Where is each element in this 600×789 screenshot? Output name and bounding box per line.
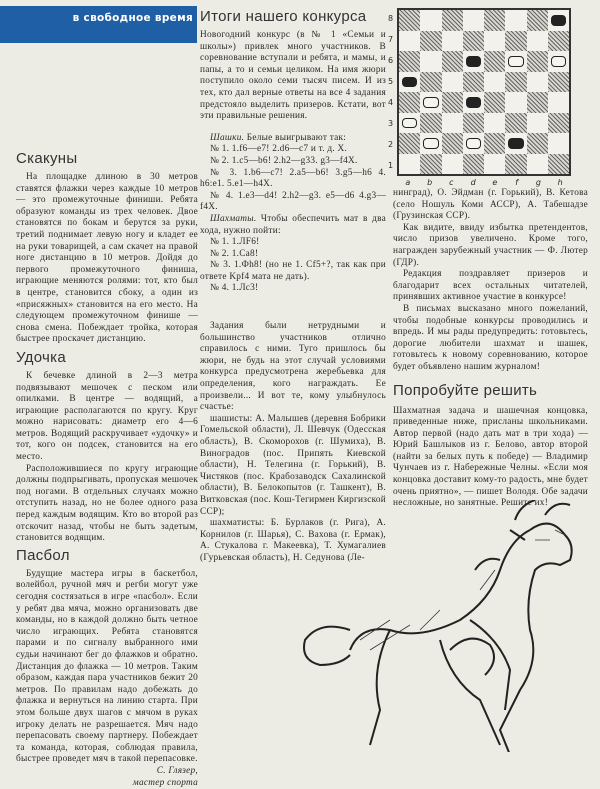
white-checker-piece [551, 56, 566, 67]
board-square-g4 [527, 92, 548, 113]
board-square-e8 [484, 10, 505, 31]
column-contest-continued [393, 188, 588, 510]
article-text: Редакция поздравляет призеров и благодарит всех остальных читателей, принявших активное участие в конкурсе! [393, 269, 588, 304]
heading-udochka: Удочка [16, 349, 198, 367]
rank-label: 8 [388, 8, 396, 29]
board-square-f2 [505, 133, 526, 154]
board-square-a6 [399, 51, 420, 72]
board-square-d2 [463, 133, 484, 154]
board-square-b7 [420, 31, 441, 52]
winners-checkers: шашисты: А. Малышев (деревня Бобрики Гомельской области), Л. Шевчук (Одесская область), В. Скоморохов (г. Шумиха), В. Виноградов (пос. Припять Киевской области), Н. Телегина (г. Горький), В. Чистяков (пос. Крабозаводск Сахалинской области), В. Белокопытов (г. Ташкент), В. Витковская (пос. Кош-Тегирмен Киргизской ССР); [200, 414, 386, 518]
white-checker-piece [508, 56, 523, 67]
article-text: Расположившиеся по кругу играющие должны подпрыгивать, пропуская мешочек под ногами. В отдельных случаях можно отступить назад, но не более одного раза перед каждым водящим. Кто во второй раз отскочит назад, чтобы не быть задетым, становится водящим. [16, 464, 198, 545]
article-text: Будущие мастера игры в баскетбол, волейбол, ручной мяч и регби могут уже сегодня состязаться в игре «пасбол». Если у ребят два мяча, можно организовать две команды, но в каждой должно быть четное число играющих. Ребята становятся парами и по сигналу выбранного ими судьи начинают бег до флажков и обратно. Дистанция до флажка — 10 метров. Таким образом, каждая пара участников бежит 20 метров. По правилам надо добежать до флажка и вернуться на линию старта. При этом больше двух шагов с мячом в руках игроку делать не разрешается. Мяч надо перепасовать своему партнеру. Побеждает та команда, которая, соблюдая правила, быстрее проведет мяч в такой перепасовке. [16, 569, 198, 766]
file-label: g [528, 178, 550, 187]
checkers-solution: № 3. 1.b6—c7! 2.a5—b6! 3.g5—h6 4. h6:e1. 5.e1—h4X. [200, 168, 386, 191]
board-rank-labels [388, 8, 396, 176]
column-contest [200, 8, 386, 565]
board-square-c3 [442, 113, 463, 134]
rank-label: 2 [388, 134, 396, 155]
board-square-h1 [548, 154, 569, 175]
rank-label: 6 [388, 50, 396, 71]
board-square-g5 [527, 72, 548, 93]
rank-label: 5 [388, 71, 396, 92]
article-text: Задания были нетрудными и большинство участников отлично справилось с ними. Туго пришлось бы жюри, не будь на этот случай условиями конкурса предусмотрена жеребьевка для определения, кого награждать. Ее произвели... И вот те, кому улыбнулось счастье: [200, 321, 386, 414]
board-square-f7 [505, 31, 526, 52]
board-square-f8 [505, 10, 526, 31]
board-square-h4 [548, 92, 569, 113]
board-square-g8 [527, 10, 548, 31]
article-text: Новогодний конкурс (в № 1 «Семьи и школы») привлек много участников. В соревнование вступали и ребята, и мамы, и папы, а то и семьи целиком. На имя жюри поступило около семи тысяч писем. И из тех, кто дал верные ответы на все 4 задания предстояло выделить призеров. Кстати, вот эти правильные решения. [200, 30, 386, 123]
board-square-a3 [399, 113, 420, 134]
board-square-e6 [484, 51, 505, 72]
checkers-solution: № 4. 1.e3—d4! 2.h2—g3. e5—d6 4.g3—f4X. [200, 191, 386, 214]
board-square-f1 [505, 154, 526, 175]
board-square-c5 [442, 72, 463, 93]
checkers-solution: № 1. 1.f6—e7! 2.d6—c7 и т. д. Х. [200, 144, 386, 156]
article-text: На площадке длиною в 30 метров ставятся флажки через каждые 10 метров — это промежуточные финиши. Ребята образуют команды из трех человек. Двое становятся по бокам и берутся за руки, третий поднимает левую ногу и кладет ее на руки товарищей, а сам скачет на правой ноге дистанцию в 10 метров. Дойдя до первого промежуточного финиша, играющие меняются ролями: тот, кто был в центре, становится сбоку, а один из «присяжных» становится на его место. На следующем промежуточном финише — снова смена. Побеждает тройка, которая быстрее проскачет дистанцию. [16, 172, 198, 346]
board-square-a4 [399, 92, 420, 113]
board-square-b1 [420, 154, 441, 175]
board-square-h8 [548, 10, 569, 31]
board-square-b4 [420, 92, 441, 113]
board-square-e5 [484, 72, 505, 93]
board-square-a5 [399, 72, 420, 93]
board-square-e4 [484, 92, 505, 113]
heading-try-to-solve: Попробуйте решить [393, 382, 588, 400]
board-square-b5 [420, 72, 441, 93]
section-banner: в свободное время [0, 6, 197, 43]
black-checker-piece [466, 97, 481, 108]
board-square-g3 [527, 113, 548, 134]
black-checker-piece [402, 77, 417, 88]
board-square-d8 [463, 10, 484, 31]
board-square-c8 [442, 10, 463, 31]
board-square-f6 [505, 51, 526, 72]
board-square-f3 [505, 113, 526, 134]
article-text: Шахматная задача и шашечная концовка, приведенные ниже, присланы школьниками. Автор первой (надо дать мат в три хода) — Юрий Башлыков из г. Белово, автор второй (найти за белых путь к победе) — Владимир Чунчаев из г. Набережные Челны. «Если моя концовка доставит кому-то радость, мне будет очень приятно», — пишет Володя. Обе задачи несложные, но занятные. Решите их! [393, 406, 588, 510]
board-square-g7 [527, 31, 548, 52]
board-square-f4 [505, 92, 526, 113]
article-text: Как видите, ввиду избытка претендентов, число призов увеличено. Кроме того, награжден зарубежный участник — Ф. Лютер (ГДР). [393, 223, 588, 269]
board-square-a7 [399, 31, 420, 52]
board-square-c6 [442, 51, 463, 72]
board-square-e1 [484, 154, 505, 175]
column-games [16, 150, 198, 789]
file-label: a [397, 178, 419, 187]
white-checker-piece [466, 138, 481, 149]
board-square-b2 [420, 133, 441, 154]
board-square-a2 [399, 133, 420, 154]
board-square-e7 [484, 31, 505, 52]
chess-solution: № 3. 1.Фh8! (но не 1. Cf5+?, так как при ответе Kpf4 мата не дать). [200, 260, 386, 283]
board-square-d6 [463, 51, 484, 72]
horse-illustration [300, 500, 600, 752]
board-square-d1 [463, 154, 484, 175]
file-label: b [419, 178, 441, 187]
board-square-f5 [505, 72, 526, 93]
board-square-g1 [527, 154, 548, 175]
checkers-solution: № 2. 1.c5—b6! 2.h2—g33. g3—f4X. [200, 156, 386, 168]
board-square-h3 [548, 113, 569, 134]
chess-solution: № 2. 1.Ca8! [200, 249, 386, 261]
heading-skakuny: Скакуны [16, 150, 198, 168]
board-square-h5 [548, 72, 569, 93]
rank-label: 1 [388, 155, 396, 176]
board-square-h6 [548, 51, 569, 72]
board-square-a8 [399, 10, 420, 31]
author-title: мастер спорта [16, 778, 198, 789]
checkers-label: Шашки. [210, 133, 244, 143]
file-label: c [441, 178, 463, 187]
heading-pasbol: Пасбол [16, 547, 198, 565]
chess-label: Шахматы. [210, 214, 256, 224]
rank-label: 7 [388, 29, 396, 50]
black-checker-piece [466, 56, 481, 67]
board-square-c4 [442, 92, 463, 113]
file-label: e [484, 178, 506, 187]
board-square-a1 [399, 154, 420, 175]
board-square-b6 [420, 51, 441, 72]
winners-chess: шахматисты: Б. Бурлаков (г. Рига), А. Корнилов (г. Шарья), С. Вахова (г. Ермак), А. Стукалова г. Макеевка), Т. Хумагалиев (Гурьевская область), Н. Седунова (Ле- [200, 518, 386, 564]
board-square-c2 [442, 133, 463, 154]
article-text: В письмах высказано много пожеланий, чтобы подобные конкурсы проводились и впредь. И мы рады предупредить: готовьтесь, дорогие любители шахмат и шашек, готовьтесь к новому соревнованию, которое будет объявлено нашим журналом! [393, 304, 588, 374]
white-checker-piece [423, 138, 438, 149]
article-text: К бечевке длиной в 2—3 метра подвязывают мешочек с песком или опилками. В центре — водящий, а играющие располагаются по кругу. Круг можно нарисовать: диаметр его 4—6 метров. Водящий раскручивает «удочку» и тот, кого он подсек, становится на его место. [16, 371, 198, 464]
file-label: d [462, 178, 484, 187]
file-label: h [549, 178, 571, 187]
black-checker-piece [551, 15, 566, 26]
board-square-h7 [548, 31, 569, 52]
checkers-intro: Белые выигрывают так: [244, 133, 346, 143]
rank-label: 3 [388, 113, 396, 134]
board-square-e2 [484, 133, 505, 154]
board-square-b3 [420, 113, 441, 134]
chess-intro: Чтобы обеспечить мат в два хода, нужно пойти: [200, 214, 386, 236]
board-square-c1 [442, 154, 463, 175]
chess-solution: № 1. 1.ЛF6! [200, 237, 386, 249]
board-square-d7 [463, 31, 484, 52]
board-square-h2 [548, 133, 569, 154]
board-square-d3 [463, 113, 484, 134]
board-square-d4 [463, 92, 484, 113]
board-square-g2 [527, 133, 548, 154]
article-text: нинград), О. Эйдман (г. Горький), В. Кетова (село Ношуль Коми АССР), А. Табешадзе (Грузинская ССР). [393, 188, 588, 223]
board-square-g6 [527, 51, 548, 72]
board-square-d5 [463, 72, 484, 93]
chess-solution: № 4. 1.Лc3! [200, 283, 386, 295]
author-name: С. Глязер, [16, 766, 198, 778]
heading-contest-results: Итоги нашего конкурса [200, 8, 386, 26]
black-checker-piece [508, 138, 523, 149]
board-square-c7 [442, 31, 463, 52]
board-square-e3 [484, 113, 505, 134]
checkers-board [397, 8, 571, 176]
white-checker-piece [423, 97, 438, 108]
rank-label: 4 [388, 92, 396, 113]
board-square-b8 [420, 10, 441, 31]
white-checker-piece [402, 118, 417, 129]
file-label: f [506, 178, 528, 187]
board-file-labels [397, 178, 571, 187]
